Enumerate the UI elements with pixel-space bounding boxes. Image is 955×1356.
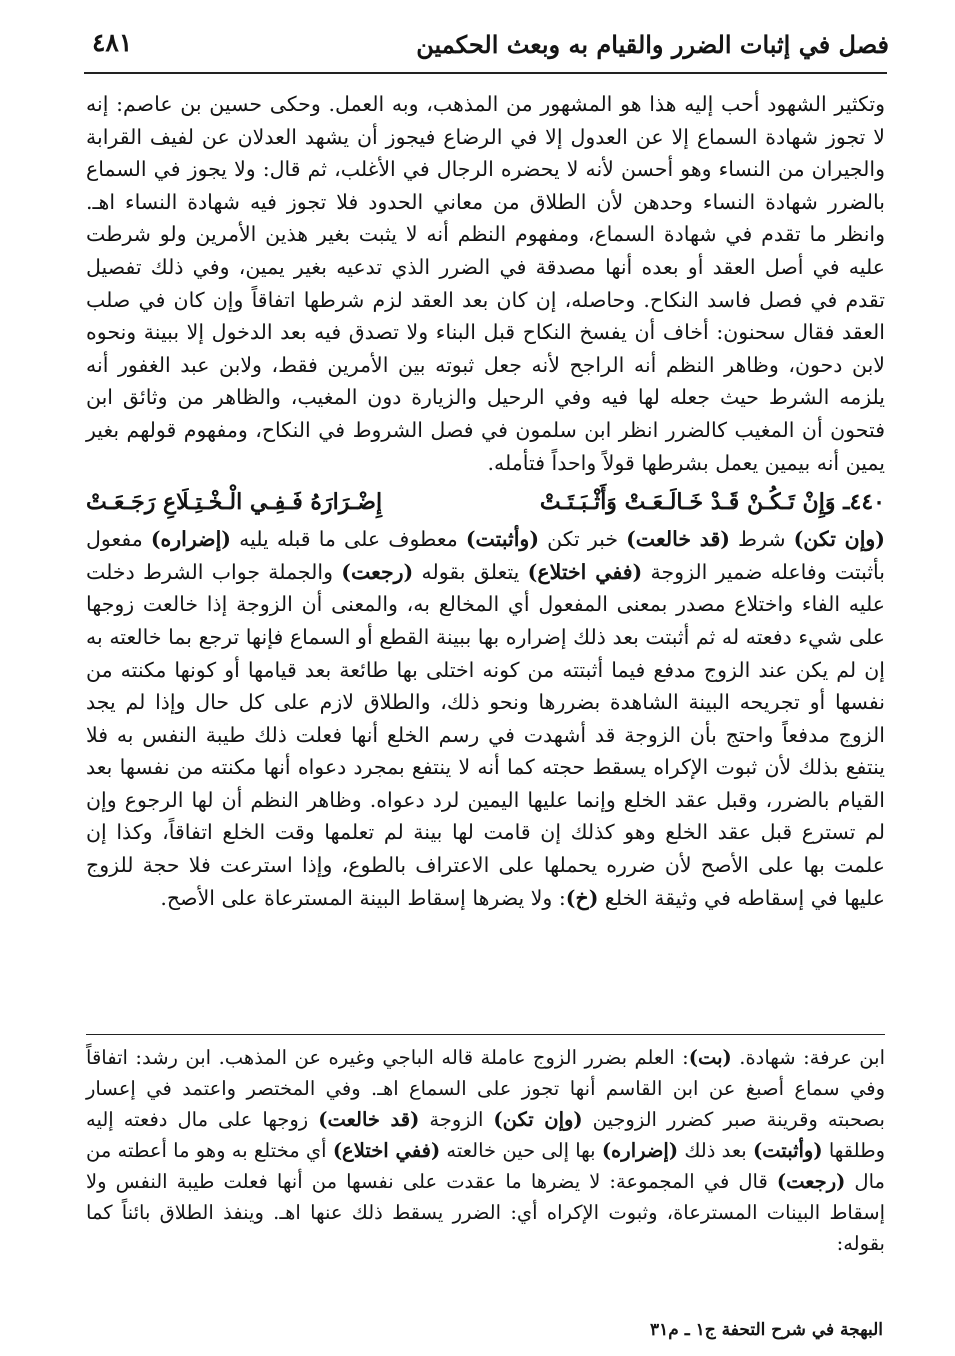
commentary-bold-term: (وأثبتت) [465,527,540,552]
commentary-text-run: : ولا يضرها إسقاط البينة المسترعاة على الأصح. [160,885,566,910]
footnote-bold-term: (ففي اختلاع) [332,1139,441,1162]
page-header [80,30,889,66]
footnote-text-run: بعد ذلك [678,1139,753,1162]
printer-signature: البهجة في شرح التحفة ج١ ـ م٣١ [650,1320,883,1340]
main-text [86,88,885,914]
footnote-paragraph [86,1042,885,1259]
verse-second-hemistich: إِضْـرَارَهُ فَـفِـي الْـخْـتِـلَاعِ رَجَـعَـتْ [86,489,383,516]
commentary-bold-term: (قد خالعت) [626,527,730,552]
footnote-text-run: قال في المجموعة: لا يضرها ما عقدت على نفسها من أنها فعلت طيبة النفس ولا إسقاط البينات المسترعاة، وثبوت الإكراه أي: الضرر يسقط ذلك عنها اهـ. وينفذ الطلاق بائناً كما بقوله: [86,1170,885,1255]
commentary-bold-term: (خ) [565,885,599,910]
footnote-text-run: الزوجة [419,1108,494,1131]
footnote-bold-term: (وأثبتت) [752,1139,823,1162]
footnote-bold-term: (إضراره) [601,1139,679,1162]
commentary-text-run: مفعول بأثبتت وفاعله ضمير الزوجة [86,527,886,584]
footnote-text-run: بها إلى حين خالعته [440,1139,602,1162]
commentary-bold-term: (رجعت) [341,559,414,584]
footnotes [86,1042,885,1259]
verse-first-hemistich: ٤٤٠ـ وَإِنْ تَـكُـنْ قَـدْ خَـالَـعَـتْ وَأَثْـبَـتَـتْ [539,489,885,516]
running-title: فصل في إثبات الضرر والقيام به وبعث الحكمين [416,30,889,59]
footnote-separator [86,1034,885,1035]
footnote-text-run: : العلم بضرر الزوج عاملة قاله الباجي وغيره عن المذهب. ابن رشد: اتفاقاً وفي سماع أصبغ عن ابن القاسم أنها تجوز على السماع اهـ. وفي المختصر واعتمد في إعسار بصحبته وقرينة صبر كضرر الزوجين [86,1046,885,1131]
commentary-text-run: شرط [729,527,794,552]
verse-line [86,485,885,519]
page-number: ٤٨١ [92,28,133,57]
footnote-bold-term: (وإن تكن) [493,1108,583,1131]
commentary-text-run: يتعلق بقوله [413,559,528,584]
footnote-text-run: زوجها على مال دفعته إليه وطلقها [86,1108,886,1162]
footnote-bold-term: (رجعت) [776,1170,846,1193]
commentary-bold-term: (ففي اختلاع) [527,559,643,584]
commentary-text-run: خبر تكن [539,527,627,552]
footnote-bold-term: (بت) [688,1046,732,1069]
commentary-bold-term: (إضراره) [150,527,231,552]
paragraph: وتكثير الشهود أحب إليه هذا هو المشهور من المذهب، وبه العمل. وحكى حسين بن عاصم: إنه لا تجوز شهادة السماع إلا عن العدول إلا في الرضاع فيجوز أن يشهد العدلان عن لفيف القرابة والجيران من النساء وهو أحسن لأنه لا يحضره الرجال في الأغلب، ثم قال: ولا يجوز في السماع بالضرر شهادة النساء وحدهن لأن الطلاق من معاني الحدود فلا تجوز فيه شهادة النساء اهـ. وانظر ما تقدم في شهادة السماع، ومفهوم النظم أنه لا يثبت بغير هذين الأمرين ولو شرطت عليه في أصل العقد أو بعده أنها مصدقة في الضرر الذي تدعيه بغير يمين، وفي ذلك تفصيل تقدم في فصل فاسد النكاح. وحاصله، إن كان بعد العقد لزم شرطها اتفاقاً وإن كان في صلب العقد فقال سحنون: أخاف أن يفسخ النكاح قبل البناء ولا تصدق فيه بعد الدخول إلا ببينة ونحوه لابن دحون، وظاهر النظم أنه الراجح لأنه جعل ثبوته بين الأمرين فقط، ولابن عبد الغفور أنه يلزمه الشرط حيث جعله لها فيه وفي الرحيل والزيارة دون المغيب، والظاهر من وثائق ابن فتحون أن المغيب كالضرر انظر ابن سلمون في فصل الشروط في النكاح، ومفهوم قولهم بغير يمين أنه بيمين يعمل بشرطها قولاً واحداً فتأمله. [86,92,885,475]
footnote-text-run: ابن عرفة: شهادة. [731,1046,885,1069]
commentary-bold-term: (وإن تكن) [793,527,886,552]
footnote-text-run: أي مختلع به وهو ما أعطته من مال [86,1139,885,1193]
commentary-text-run: والجملة جواب الشرط دخلت عليه الفاء واختلاع مصدر بمعنى المفعول أي المخالع به، والمعنى أن الزوجة إذا خالعت زوجها على شيء دفعته له ثم أثبتت بعد ذلك إضراره بها ببينة القطع أو السماع فإنها ترجع بما خالعته به إن لم يكن عند الزوج مدفع فيما أثبتته من كونه اختلى بها طائعة بعد قيامها أو كونها مكنته من نفسها أو تجريحه البينة الشاهدة بضررها ونحو ذلك، والطلاق لازم على كل حال وإذا لم يجد الزوج مدفعاً واحتج بأن الزوجة قد أشهدت في رسم الخلع أنها فعلت ذلك طيبة النفس به فلا ينتفع بذلك لأن ثبوت الإكراه يسقط حجته كما أنه لا ينتفع بمجرد دعواه أنها مكنته من نفسها بعد القيام بالضرر، وقبل عقد الخلع وإنما عليها اليمين لرد دعواه. وظاهر النظم أن لها الرجوع وإن لم تسترع قبل عقد الخلع وهو كذلك إن قامت لها بينة لم تعلمها وقت الخلع اتفاقاً، وكذا إن علمت بها على الأصح لأن ضرره يحملها على الاعتراف بالطوع، وإذا استرعت فلا حجة للزوج عليها في إسقاطه في وثيقة الخلع [86,559,885,910]
footnote-bold-term: (قد خالعت) [318,1108,420,1131]
commentary-text-run: معطوف على ما قبله يليه [230,527,466,552]
header-rule [84,72,887,74]
commentary-paragraph [86,523,885,914]
